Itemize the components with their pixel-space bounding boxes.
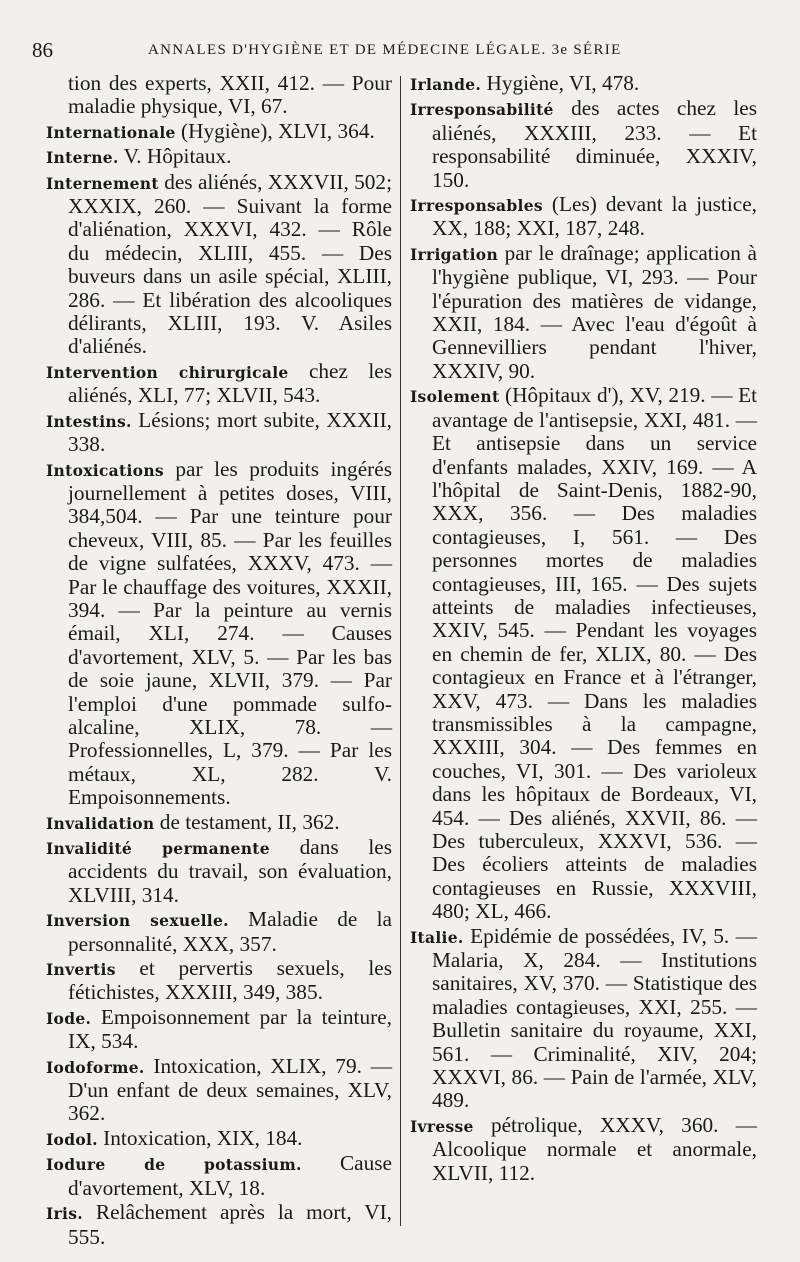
- entry-text: Relâchement après la mort, VI, 555.: [68, 1200, 392, 1249]
- index-entry: [410, 242, 757, 383]
- index-entry: [46, 811, 392, 835]
- index-entry: [46, 1127, 392, 1151]
- entry-text: (Hôpitaux d'), XV, 219. — Et avantage de l'antisepsie, XXI, 481. — Et antisepsie dans un service d'enfants malades, XXIV, 169. — A l'hôpital de Saint-Denis, 1882-90, XXX, 356. — Des maladies contagieuses, I, 561. — Des personnes mortes de maladies contagieuses, III, 165. — Des sujets atteints de maladies infectieuses, XXIV, 545. — Pendant les voyages en chemin de fer, XLIX, 80. — Des contagieux en France et à l'étranger, XXV, 473. — Dans les maladies transmissibles à la campagne, XXXIII, 304. — Des femmes en couches, VI, 301. — Des varioleux dans les hôpitaux de Bordeaux, VI, 454. — Des aliénés, XXVII, 86. — Des tuberculeux, XXXVI, 536. — Des écoliers atteints de maladies contagieuses en Russie, XXXVIII, 480; XL, 466.: [432, 383, 757, 924]
- right-column: [410, 72, 757, 1186]
- entry-headword: Invalidité permanente: [46, 839, 270, 858]
- entry-headword: Iodure de potassium.: [46, 1155, 302, 1175]
- entry-headword: Irlande.: [410, 75, 482, 94]
- index-entry: [410, 97, 757, 192]
- entry-text: (Les) devant la justice, XX, 188; XXI, 187, 248.: [432, 192, 757, 241]
- column-divider: [400, 76, 401, 1226]
- entry-headword: Invalidation: [46, 813, 155, 833]
- entry-text: V. Hôpitaux.: [118, 144, 232, 169]
- index-entry: [46, 120, 392, 144]
- index-entry: [46, 1201, 392, 1249]
- index-entry: [46, 72, 392, 119]
- entry-text: Hygiène, VI, 478.: [481, 71, 640, 95]
- index-entry: [410, 72, 757, 96]
- index-entry: [46, 171, 392, 359]
- entry-text: des aliénés, XXXVII, 502; XXXIX, 260. — Suivant la forme d'aliénation, XXXVI, 432. — Rôle du médecin, XLIII, 455. — Des buveurs dans un asile spécial, XLIII, 286. — Et libération des alcooliques délirants, XLIII, 193. V. Asiles d'aliénés.: [68, 169, 392, 359]
- entry-text: et pervertis sexuels, les fétichistes, XXXIII, 349, 385.: [68, 956, 392, 1005]
- entry-headword: Ivresse: [410, 1116, 474, 1136]
- entry-text: Lésions; mort subite, XXXII, 338.: [68, 407, 392, 457]
- entry-headword: Interne.: [46, 148, 119, 168]
- entry-text: Intoxication, XLIX, 79. — D'un enfant de deux semaines, XLV, 362.: [68, 1053, 392, 1126]
- entry-text: tion des experts, XXII, 412. — Pour maladie physique, VI, 67.: [68, 71, 392, 119]
- index-entry: [410, 193, 757, 241]
- index-entry: [46, 908, 392, 956]
- entry-headword: Intestins.: [46, 411, 132, 431]
- entry-headword: Italie.: [410, 927, 464, 947]
- entry-headword: Isolement: [410, 387, 500, 407]
- entry-headword: Irrigation: [410, 244, 499, 264]
- entry-text: de testament, II, 362.: [154, 809, 340, 834]
- entry-headword: Iris.: [46, 1204, 83, 1224]
- page-number: 86: [32, 38, 53, 62]
- entry-text: par le draînage; application à l'hygiène publique, VI, 293. — Pour l'épuration des matières de vidange, XXII, 184. — Avec l'eau d'égoût à Gennevilliers pendant l'hiver, XXXIV, 90.: [432, 240, 757, 383]
- entry-text: chez les aliénés, XLI, 77; XLVII, 543.: [68, 358, 392, 408]
- index-entry: [410, 384, 757, 923]
- entry-headword: Intervention chirurgicale: [46, 362, 289, 382]
- index-entry: [46, 1006, 392, 1054]
- running-title: ANNALES D'HYGIÈNE ET DE MÉDECINE LÉGALE. 3e SÉRIE: [148, 42, 622, 58]
- entry-headword: Irresponsables: [410, 196, 543, 216]
- index-entry: [46, 409, 392, 457]
- entry-headword: Iodol.: [46, 1129, 98, 1149]
- entry-headword: Intoxications: [46, 460, 164, 480]
- entry-headword: Internement: [46, 173, 159, 193]
- entry-text: Empoisonnement par la teinture, IX, 534.: [68, 1004, 392, 1054]
- index-entry: [46, 458, 392, 810]
- entry-text: dans les accidents du travail, son évaluation, XLVIII, 314.: [68, 835, 392, 907]
- entry-text: Intoxication, XIX, 184.: [97, 1125, 303, 1150]
- entry-text: Cause d'avortement, XLV, 18.: [68, 1151, 392, 1200]
- entry-headword: Iodoforme.: [46, 1057, 145, 1077]
- index-entry: [46, 1152, 392, 1200]
- entry-text: pétrolique, XXXV, 360. — Alcoolique normale et anormale, XLVII, 112.: [432, 1112, 757, 1185]
- entry-text: Maladie de la personnalité, XXX, 357.: [68, 907, 392, 956]
- entry-headword: Iode.: [46, 1008, 92, 1028]
- entry-text: (Hygiène), XLVI, 364.: [175, 118, 375, 143]
- index-entry: [46, 836, 392, 907]
- entry-text: des actes chez les aliénés, XXXIII, 233. — Et responsabilité diminuée, XXXIV, 150.: [432, 96, 757, 192]
- index-entry: [46, 145, 392, 169]
- left-column: [46, 72, 392, 1250]
- entry-headword: Internationale: [46, 122, 176, 142]
- page-header: [30, 38, 772, 68]
- entry-text: par les produits ingérés journellement à petites doses, VIII, 384,504. — Par une teinture pour cheveux, VIII, 85. — Par les feuilles de vigne sulfatées, XXXV, 473. — Par le chauffage des voitures, XXXII, 394. — Par la peinture au vernis émail, XLI, 274. — Causes d'avortement, XLV, 5. — Par les bas de soie jaune, XLVII, 379. — Par l'emploi d'une pommade sulfo-alcaline, XLIX, 78. — Professionnelles, L, 379. — Par les métaux, XL, 282. V. Empoisonnements.: [68, 456, 392, 810]
- entry-headword: Inversion sexuelle.: [46, 911, 229, 931]
- index-entry: [410, 925, 757, 1113]
- entry-headword: Irresponsabilité: [410, 100, 554, 120]
- index-entry: [46, 957, 392, 1005]
- index-entry: [410, 1114, 757, 1185]
- entry-text: Epidémie de possédées, IV, 5. — Malaria, X, 284. — Institutions sanitaires, XV, 370. — Statistique des maladies contagieuses, XXI, 255. — Bulletin sanitaire du royaume, XXI, 561. — Criminalité, XIV, 204; XXXVI, 86. — Pain de l'armée, XLV, 489.: [432, 923, 757, 1113]
- index-entry: [46, 1055, 392, 1126]
- entry-headword: Invertis: [46, 960, 116, 980]
- index-entry: [46, 360, 392, 408]
